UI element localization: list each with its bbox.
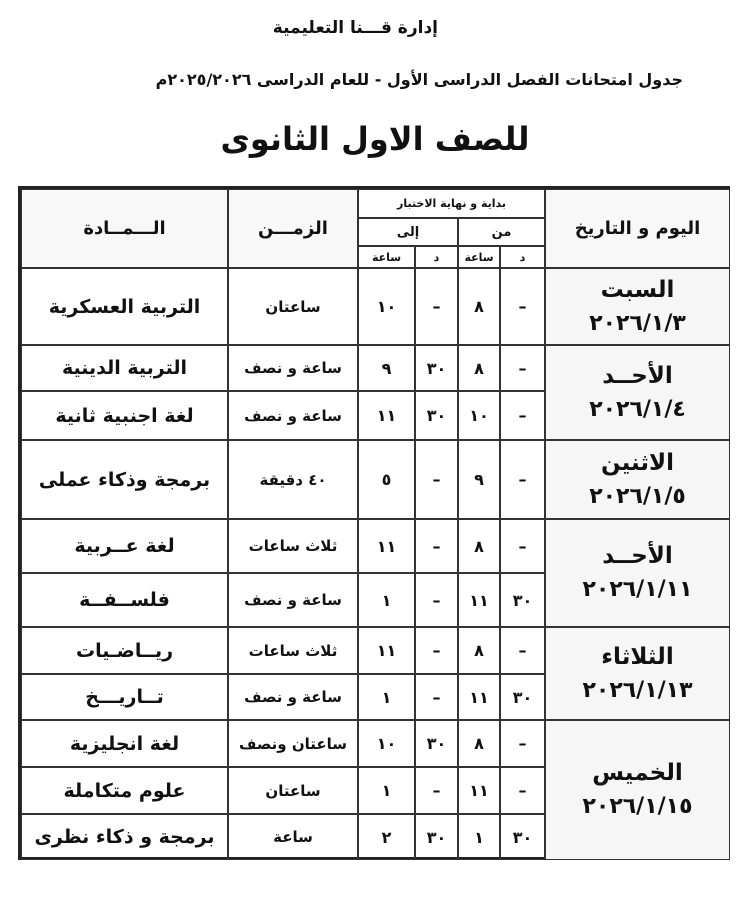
to-minute-cell: –	[415, 268, 458, 345]
from-minute-cell: –	[500, 767, 545, 814]
header-time-span: بداية و نهاية الاختبار	[358, 189, 545, 218]
to-minute-cell: –	[415, 674, 458, 720]
subject-cell: علوم متكاملة	[21, 767, 228, 814]
duration-cell: ساعتان	[228, 268, 358, 345]
day-cell	[545, 519, 730, 627]
to-hour-cell: ١١	[358, 627, 415, 674]
day-date: ٢٠٢٦/١/١٥	[582, 794, 693, 819]
to-minute-cell: ٣٠	[415, 345, 458, 391]
from-minute-cell: –	[500, 627, 545, 674]
duration-cell: ساعتان	[228, 767, 358, 814]
day-date: ٢٠٢٦/١/١٣	[582, 677, 693, 703]
subject-cell: برمجة وذكاء عملى	[21, 440, 228, 519]
subject-cell: لغة عــربية	[21, 519, 228, 573]
subject-cell: برمجة و ذكاء نظرى	[21, 814, 228, 860]
from-hour-cell: ٨	[458, 345, 500, 391]
document-header	[22, 8, 728, 176]
day-cell	[545, 627, 730, 720]
duration-cell: ساعة و نصف	[228, 345, 358, 391]
subject-cell: تــاريـــخ	[21, 674, 228, 720]
directorate-name: إدارة قـــنا التعليمية	[272, 18, 438, 38]
to-hour-cell: ١١	[358, 391, 415, 440]
from-hour-cell: ٨	[458, 627, 500, 674]
to-minute-cell: –	[415, 519, 458, 573]
from-minute-cell: –	[500, 268, 545, 345]
day-date: ٢٠٢٦/١/٤	[589, 396, 686, 422]
to-hour-cell: ٩	[358, 345, 415, 391]
day-date: ٢٠٢٦/١/٥	[589, 483, 686, 509]
grade-title: للصف الاول الثانوى	[220, 120, 530, 158]
day-cell	[545, 268, 730, 345]
to-hour-cell: ١٠	[358, 720, 415, 767]
duration-cell: ساعة و نصف	[228, 573, 358, 627]
from-hour-cell: ٨	[458, 268, 500, 345]
day-name: الثلاثاء	[601, 643, 674, 670]
to-hour-cell: ٢	[358, 814, 415, 860]
header-from-hour: ساعة	[458, 246, 500, 268]
to-minute-cell: –	[415, 767, 458, 814]
to-hour-cell: ٥	[358, 440, 415, 519]
duration-cell: ثلاث ساعات	[228, 627, 358, 674]
exam-schedule-table	[18, 186, 730, 860]
subject-cell: التربية العسكرية	[21, 268, 228, 345]
header-day-date: اليوم و التاريخ	[545, 189, 730, 268]
to-minute-cell: ٣٠	[415, 720, 458, 767]
schedule-subtitle: جدول امتحانات الفصل الدراسى الأول - للعام الدراسى ٢٠٢٥/٢٠٢٦م	[155, 70, 683, 89]
from-minute-cell: ٣٠	[500, 814, 545, 860]
to-minute-cell: –	[415, 440, 458, 519]
duration-cell: ساعتان ونصف	[228, 720, 358, 767]
subject-cell: التربية الدينية	[21, 345, 228, 391]
from-minute-cell: –	[500, 519, 545, 573]
subject-cell: ريــاضـيات	[21, 627, 228, 674]
from-hour-cell: ١١	[458, 767, 500, 814]
day-cell	[545, 440, 730, 519]
to-minute-cell: –	[415, 573, 458, 627]
from-hour-cell: ١١	[458, 573, 500, 627]
to-minute-cell: –	[415, 627, 458, 674]
day-name: الأحــد	[602, 362, 673, 389]
to-hour-cell: ١	[358, 767, 415, 814]
duration-cell: ٤٠ دقيقة	[228, 440, 358, 519]
day-name: الاثنين	[600, 449, 675, 476]
day-cell	[545, 345, 730, 440]
to-hour-cell: ١١	[358, 519, 415, 573]
from-minute-cell: –	[500, 391, 545, 440]
day-date: ٢٠٢٦/١/٣	[589, 310, 686, 336]
from-hour-cell: ٨	[458, 720, 500, 767]
day-date: ٢٠٢٦/١/١١	[582, 577, 693, 602]
to-minute-cell: ٣٠	[415, 814, 458, 860]
header-from-minute: د	[500, 246, 545, 268]
duration-cell: ساعة	[228, 814, 358, 860]
header-to-hour: ساعة	[358, 246, 415, 268]
header-to: إلى	[358, 218, 458, 246]
header-duration: الزمـــن	[228, 189, 358, 268]
from-hour-cell: ٩	[458, 440, 500, 519]
from-minute-cell: ٣٠	[500, 573, 545, 627]
day-name: السبت	[600, 276, 675, 303]
duration-cell: ساعة و نصف	[228, 674, 358, 720]
header-to-minute: د	[415, 246, 458, 268]
from-minute-cell: ٣٠	[500, 674, 545, 720]
to-minute-cell: ٣٠	[415, 391, 458, 440]
duration-cell: ساعة و نصف	[228, 391, 358, 440]
subject-cell: لغة انجليزية	[21, 720, 228, 767]
day-name: الأحــد	[602, 543, 673, 569]
subject-cell: لغة اجنبية ثانية	[21, 391, 228, 440]
header-subject: الـــمــادة	[21, 189, 228, 268]
from-hour-cell: ١١	[458, 674, 500, 720]
from-hour-cell: ١٠	[458, 391, 500, 440]
to-hour-cell: ١	[358, 674, 415, 720]
from-minute-cell: –	[500, 720, 545, 767]
day-cell	[545, 720, 730, 860]
from-hour-cell: ١	[458, 814, 500, 860]
to-hour-cell: ١	[358, 573, 415, 627]
header-from: من	[458, 218, 545, 246]
day-name: الخميس	[592, 760, 683, 786]
from-hour-cell: ٨	[458, 519, 500, 573]
from-minute-cell: –	[500, 345, 545, 391]
to-hour-cell: ١٠	[358, 268, 415, 345]
duration-cell: ثلاث ساعات	[228, 519, 358, 573]
subject-cell: فلســفــة	[21, 573, 228, 627]
from-minute-cell: –	[500, 440, 545, 519]
